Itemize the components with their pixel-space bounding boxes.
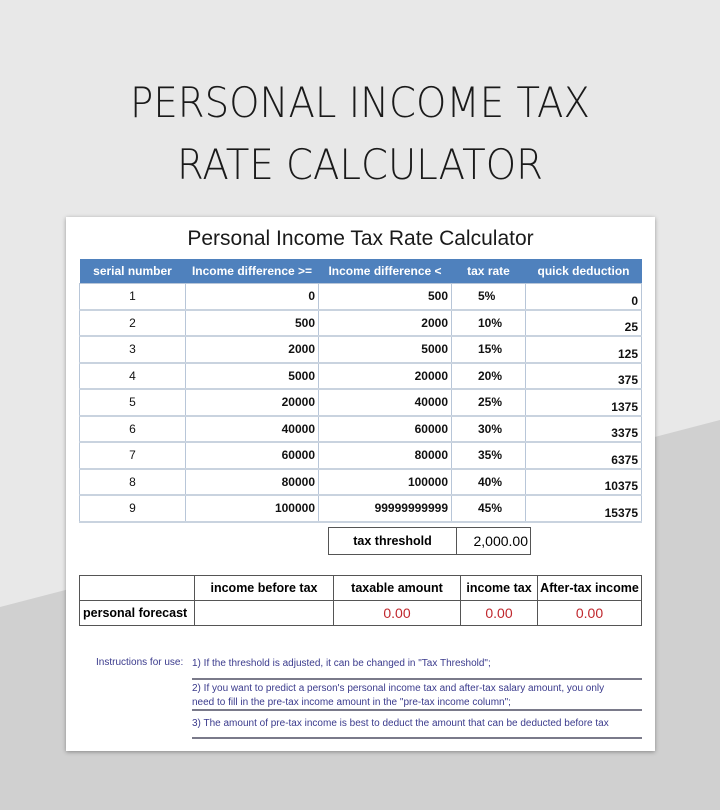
cell-tax-rate[interactable]: 15%: [452, 336, 526, 363]
cell-income-max[interactable]: 500: [319, 284, 452, 310]
table-header-row: [80, 259, 642, 284]
forecast-row: [80, 601, 642, 626]
instruction-item-1: 1) If the threshold is adjusted, it can be changed in "Tax Threshold";: [192, 658, 491, 669]
cell-serial[interactable]: 3: [80, 336, 186, 363]
cell-tax-rate[interactable]: 20%: [452, 363, 526, 390]
cell-income-min[interactable]: 40000: [186, 416, 319, 443]
header-income-min: Income difference >=: [186, 259, 319, 284]
forecast-header-row: [80, 576, 642, 601]
divider: [192, 709, 642, 711]
table-row: [80, 469, 642, 496]
instruction-item-3: 3) The amount of pre-tax income is best to deduct the amount that can be deducted before tax: [192, 718, 609, 729]
header-serial-number: serial number: [80, 259, 186, 284]
instruction-item-2a: 2) If you want to predict a person's personal income tax and after-tax salary amount, you only: [192, 683, 605, 694]
divider: [192, 737, 642, 739]
table-row: [80, 442, 642, 469]
hero-title-line1: PERSONAL INCOME TAX: [130, 78, 590, 127]
cell-quick-deduction[interactable]: 1375: [526, 389, 642, 416]
cell-serial[interactable]: 7: [80, 442, 186, 469]
table-row: [80, 284, 642, 310]
hero-title: [29, 72, 691, 196]
sheet-title: Personal Income Tax Rate Calculator: [187, 227, 534, 250]
tax-rate-table: [79, 259, 642, 523]
header-after-tax-income: After-tax income: [538, 576, 642, 601]
cell-tax-rate[interactable]: 5%: [452, 284, 526, 310]
cell-tax-rate[interactable]: 35%: [452, 442, 526, 469]
table-row: [80, 416, 642, 443]
cell-quick-deduction[interactable]: 125: [526, 336, 642, 363]
instructions-label: Instructions for use:: [96, 657, 184, 668]
cell-tax-rate[interactable]: 25%: [452, 389, 526, 416]
instruction-item-2b: need to fill in the pre-tax income amount in the "pre-tax income column";: [192, 697, 511, 708]
cell-income-max[interactable]: 40000: [319, 389, 452, 416]
cell-income-min[interactable]: 0: [186, 284, 319, 310]
cell-serial[interactable]: 1: [80, 284, 186, 310]
cell-income-min[interactable]: 500: [186, 310, 319, 337]
taxable-amount-value: 0.00: [334, 601, 461, 626]
tax-threshold-box: [328, 527, 531, 555]
cell-income-max[interactable]: 5000: [319, 336, 452, 363]
forecast-row-label: personal forecast: [80, 601, 195, 626]
forecast-header-blank: [80, 576, 195, 601]
header-quick-deduction: quick deduction: [526, 259, 642, 284]
header-income-max: Income difference <: [319, 259, 452, 284]
cell-income-max[interactable]: 100000: [319, 469, 452, 496]
cell-quick-deduction[interactable]: 0: [526, 284, 642, 310]
cell-tax-rate[interactable]: 40%: [452, 469, 526, 496]
cell-income-max[interactable]: 99999999999: [319, 495, 452, 522]
cell-quick-deduction[interactable]: 10375: [526, 469, 642, 496]
table-row: [80, 336, 642, 363]
cell-tax-rate[interactable]: 30%: [452, 416, 526, 443]
hero-title-line2: RATE CALCULATOR: [177, 140, 543, 189]
spreadsheet-preview: [66, 217, 655, 751]
cell-quick-deduction[interactable]: 6375: [526, 442, 642, 469]
cell-tax-rate[interactable]: 10%: [452, 310, 526, 337]
cell-income-max[interactable]: 20000: [319, 363, 452, 390]
cell-quick-deduction[interactable]: 375: [526, 363, 642, 390]
cell-income-min[interactable]: 5000: [186, 363, 319, 390]
tax-threshold-input[interactable]: 2,000.00: [457, 528, 531, 555]
cell-serial[interactable]: 8: [80, 469, 186, 496]
cell-income-max[interactable]: 60000: [319, 416, 452, 443]
divider: [192, 678, 642, 680]
tax-threshold-label: tax threshold: [329, 528, 457, 555]
table-row: [80, 495, 642, 522]
cell-serial[interactable]: 4: [80, 363, 186, 390]
cell-quick-deduction[interactable]: 3375: [526, 416, 642, 443]
cell-income-min[interactable]: 20000: [186, 389, 319, 416]
cell-quick-deduction[interactable]: 15375: [526, 495, 642, 522]
cell-quick-deduction[interactable]: 25: [526, 310, 642, 337]
forecast-table: [79, 575, 642, 626]
cell-income-min[interactable]: 2000: [186, 336, 319, 363]
cell-tax-rate[interactable]: 45%: [452, 495, 526, 522]
cell-serial[interactable]: 6: [80, 416, 186, 443]
table-row: [80, 389, 642, 416]
cell-income-max[interactable]: 80000: [319, 442, 452, 469]
table-row: [80, 310, 642, 337]
cell-income-min[interactable]: 80000: [186, 469, 319, 496]
cell-income-min[interactable]: 60000: [186, 442, 319, 469]
cell-income-max[interactable]: 2000: [319, 310, 452, 337]
cell-income-min[interactable]: 100000: [186, 495, 319, 522]
after-tax-income-value: 0.00: [538, 601, 642, 626]
cell-serial[interactable]: 9: [80, 495, 186, 522]
income-tax-value: 0.00: [461, 601, 538, 626]
header-tax-rate: tax rate: [452, 259, 526, 284]
table-row: [80, 363, 642, 390]
income-before-tax-input[interactable]: [195, 601, 334, 626]
header-taxable-amount: taxable amount: [334, 576, 461, 601]
header-income-before-tax: income before tax: [195, 576, 334, 601]
header-income-tax: income tax: [461, 576, 538, 601]
cell-serial[interactable]: 2: [80, 310, 186, 337]
cell-serial[interactable]: 5: [80, 389, 186, 416]
